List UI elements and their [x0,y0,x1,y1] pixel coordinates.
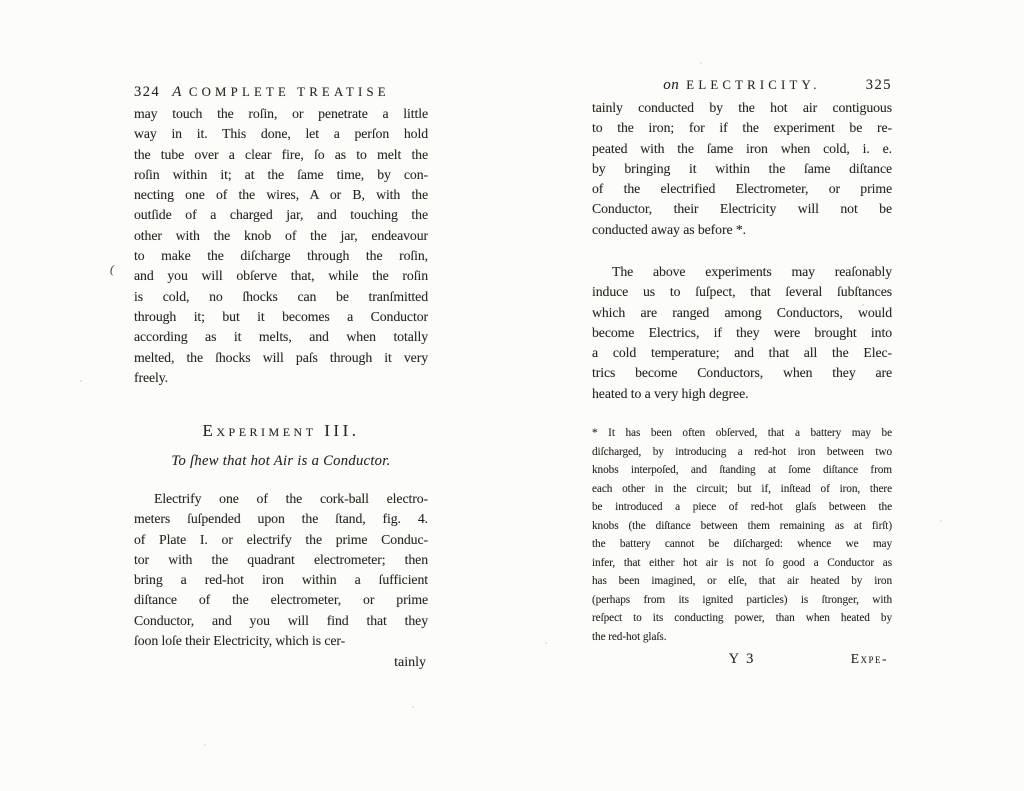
text-line: Electrify one of the cork-ball electro- [154,491,428,506]
text-line: diſtance of the electrometer, or prime [134,592,428,608]
text-line: through it; but it becomes a Conductor [134,308,428,324]
text-line: tainly conducted by the hot air contiguous [592,100,892,115]
text-line: knobs interpoſed, and ſtanding at ſome diſtance from [592,464,892,477]
text-line: which are ranged among Conductors, would [592,304,892,320]
text-line: trics become Conductors, when they are [592,365,892,381]
scan-speckle [545,642,547,644]
running-head-right [592,76,892,96]
right-page [592,0,892,791]
scan-speckle [318,259,321,262]
signature-mark: Y 3 [728,651,756,667]
body-paragraph [134,489,428,651]
scan-speckle [204,744,206,746]
text-line: of Plate I. or electrify the prime Conduc- [134,531,428,547]
scan-speckle [862,304,864,306]
text-line: the battery cannot be diſcharged: whence we may [592,538,892,551]
text-line: induce us to ſuſpect, that ſeveral ſubſtances [592,284,892,300]
text-line: has been imagined, or elſe, that air heated by iron [592,575,892,588]
text-line: may touch the roſin, or penetrate a little [134,106,428,121]
text-line: Conductor, and you will find that they [134,612,428,628]
experiment-heading: Experiment III. [202,421,360,440]
text-line: be introduced a piece of red-hot glaſs between the [592,501,892,514]
text-line: roſin within it; at the ſame time, by con- [134,166,428,182]
left-page [110,0,428,791]
text-line: ſoon loſe their Electricity, which is cer- [134,633,346,649]
text-line: heated to a very high degree. [592,385,749,401]
text-line: of the electrified Electrometer, or prime [592,181,892,197]
text-line: freely. [134,369,169,385]
text-line: outſide of a charged jar, and touching the [134,207,428,223]
page-number: 324 [134,84,161,100]
page-footer [592,651,892,671]
running-head-title-prefix: on [663,77,680,93]
text-line: by bringing it within the ſame diſtance [592,160,892,176]
running-head-title-caps: COMPLETE TREATISE [188,85,390,99]
body-paragraph [134,104,428,388]
text-line: diſcharged, by introducing a red-hot iron between two [592,445,892,458]
running-head-title-prefix: A [172,84,182,100]
text-line: * It has been often obſerved, that a battery may be [592,427,892,439]
text-line: The above experiments may reaſonably [612,264,892,279]
scan-speckle [700,62,702,64]
running-head-title-caps: ELECTRICITY. [686,78,821,92]
text-line: the red-hot glaſs. [592,631,667,644]
footnote [592,424,892,647]
catchword: tainly [394,655,426,670]
text-line: peated with the ſame iron when cold, i. e. [592,140,892,156]
text-line: bring a red-hot iron within a ſufficient [134,572,428,588]
text-line: the tube over a clear fire, ſo as to melt the [134,146,428,162]
body-paragraph [592,98,892,240]
text-line: become Electrics, if they were brought into [592,324,892,340]
text-line: a cold temperature; and that all the Elec- [592,345,892,361]
text-line: and you will obſerve that, while the roſin [134,268,428,284]
page-number: 325 [865,77,892,93]
text-line: is cold, no ſhocks can be tranſmitted [134,288,428,304]
text-line: infer, that either hot air is not ſo good a Conductor as [592,556,892,569]
catchword: Expe- [850,651,888,666]
running-head-left [134,83,428,103]
text-line: tor with the quadrant electrometer; then [134,551,428,567]
text-line: melted, the ſhocks will paſs through it very [134,349,428,365]
text-line: necting one of the wires, A or B, with the [134,187,428,203]
text-line: way in it. This done, let a perſon hold [134,126,428,142]
scan-speckle [940,520,942,522]
text-line: other with the knob of the jar, endeavour [134,227,428,243]
text-line: (perhaps from its ignited particles) is ſtronger, with [592,593,892,606]
scan-speckle [80,380,82,382]
body-paragraph [592,262,892,404]
text-line: Conductor, their Electricity will not be [592,201,892,217]
text-line: meters ſuſpended upon the ſtand, fig. 4. [134,511,428,527]
text-line: reſpect to its conducting power, than when heated by [592,612,892,625]
text-line: to the iron; for if the experiment be re- [592,120,892,136]
text-line: to make the diſcharge through the roſin, [134,248,428,264]
running-head-title [592,76,892,94]
press-artifact-mark: ( [110,262,114,276]
text-line: knobs (the diſtance between them remaining as at firſt) [592,519,892,532]
text-line: conducted away as before *. [592,221,746,237]
text-line: according as it melts, and when totally [134,329,428,345]
running-head-title [134,83,428,101]
text-line: each other in the circuit; but if, inſtead of iron, there [592,482,892,495]
experiment-subtitle: To ſhew that hot Air is a Conductor. [171,453,391,469]
scan-speckle [412,706,414,708]
